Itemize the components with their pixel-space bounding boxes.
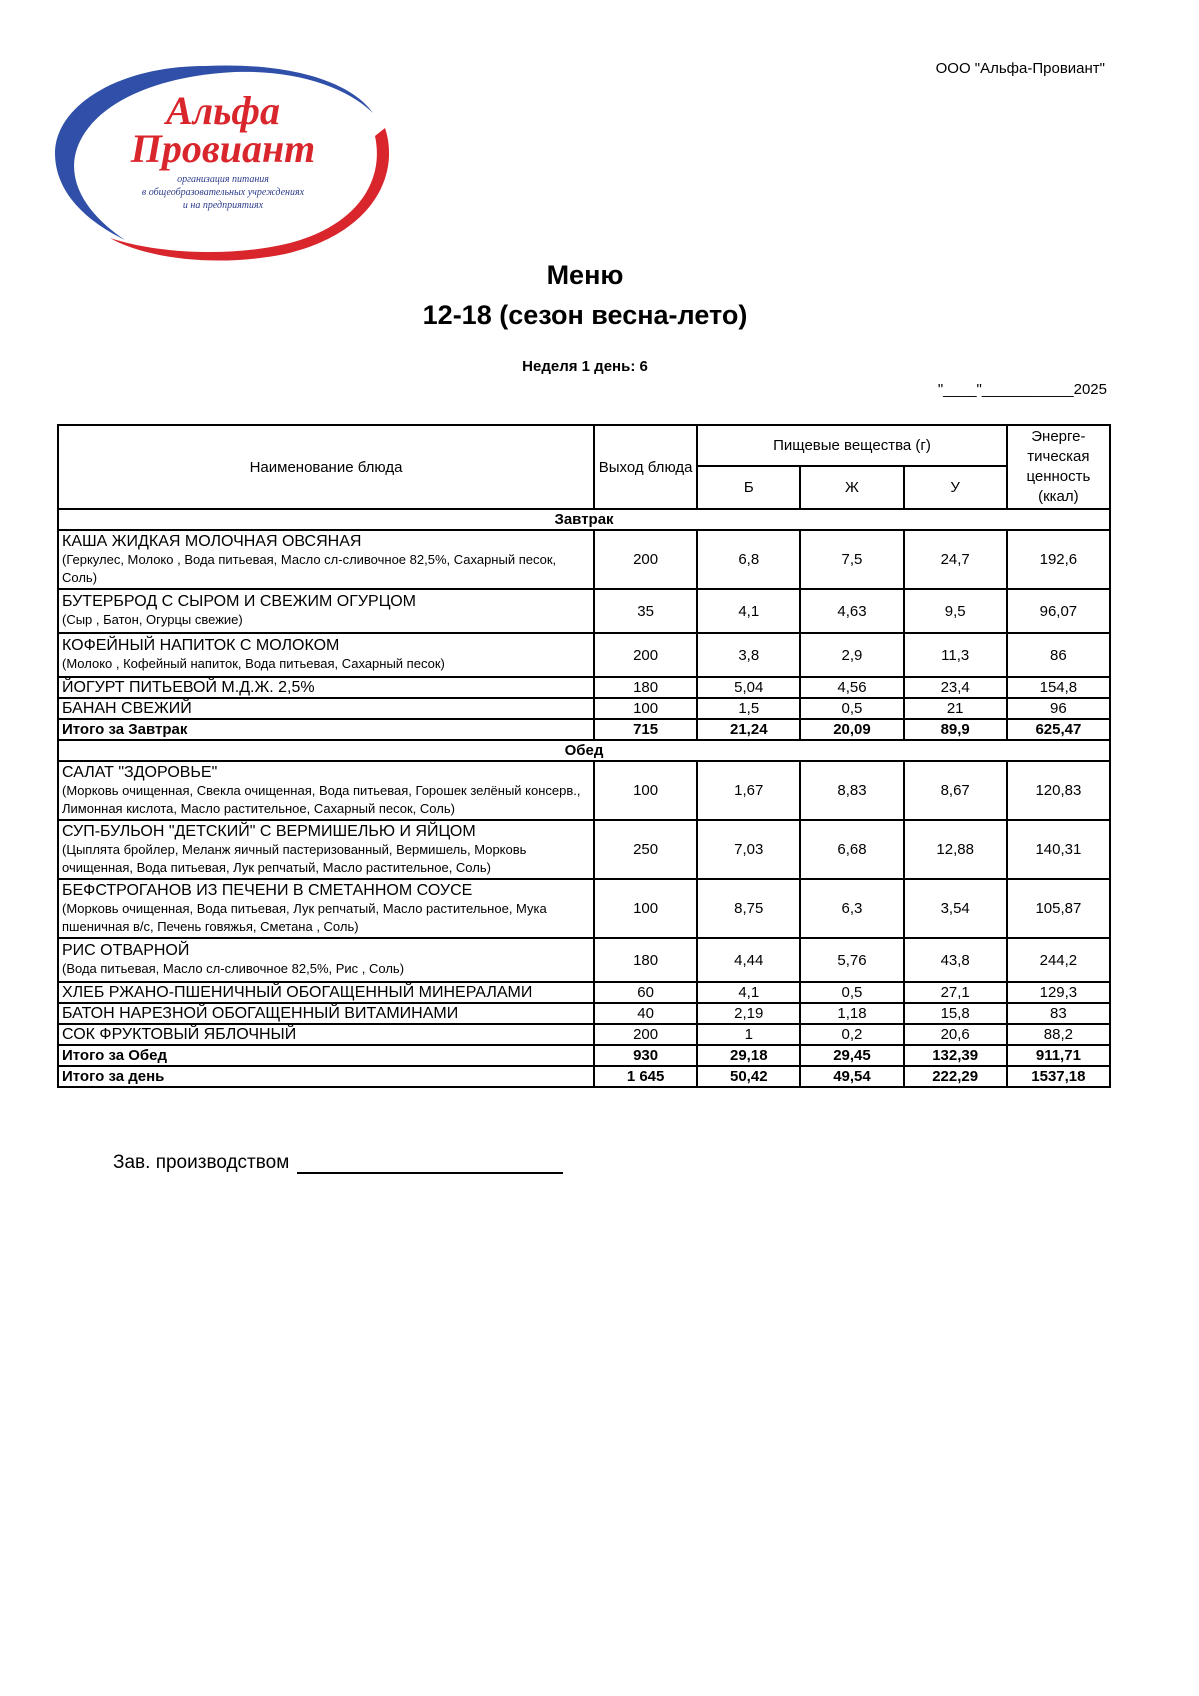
total-kcal: 911,71 (1007, 1045, 1110, 1066)
dish-kcal: 129,3 (1007, 982, 1110, 1003)
dish-name: СОК ФРУКТОВЫЙ ЯБЛОЧНЫЙ (62, 1025, 297, 1043)
total-protein: 29,18 (697, 1045, 800, 1066)
dish-name: БУТЕРБРОД С СЫРОМ И СВЕЖИМ ОГУРЦОМ (62, 593, 416, 610)
total-carbs: 132,39 (904, 1045, 1007, 1066)
dish-fat: 0,5 (800, 982, 903, 1003)
dish-protein: 8,75 (697, 879, 800, 938)
dish-yield: 100 (594, 879, 697, 938)
table-row (58, 530, 1110, 589)
dish-fat: 7,5 (800, 530, 903, 589)
section-breakfast: Завтрак (58, 509, 1110, 530)
dish-fat: 6,3 (800, 879, 903, 938)
dish-kcal: 86 (1007, 633, 1110, 677)
dish-kcal: 83 (1007, 1003, 1110, 1024)
dish-yield: 40 (594, 1003, 697, 1024)
total-protein: 50,42 (697, 1066, 800, 1087)
dish-name: БАТОН НАРЕЗНОЙ ОБОГАЩЕННЫЙ ВИТАМИНАМИ (62, 1004, 459, 1022)
logo-tagline3: и на предприятиях (182, 200, 264, 211)
table-row (58, 589, 1110, 633)
dish-carbs: 9,5 (904, 589, 1007, 633)
dish-protein: 4,1 (697, 982, 800, 1003)
total-yield: 930 (594, 1045, 697, 1066)
logo-line2: Провиант (130, 126, 316, 171)
total-kcal: 625,47 (1007, 719, 1110, 740)
dish-fat: 5,76 (800, 938, 903, 982)
dish-fat: 4,63 (800, 589, 903, 633)
table-row (58, 820, 1110, 879)
dish-protein: 4,1 (697, 589, 800, 633)
dish-kcal: 120,83 (1007, 761, 1110, 820)
company-logo (55, 58, 391, 264)
header-name: Наименование блюда (58, 425, 594, 509)
table-row (58, 633, 1110, 677)
dish-yield: 200 (594, 1024, 697, 1045)
dish-kcal: 192,6 (1007, 530, 1110, 589)
page-title: Меню (546, 260, 624, 290)
dish-fat: 0,2 (800, 1024, 903, 1045)
dish-protein: 1,67 (697, 761, 800, 820)
table-row (58, 698, 1110, 719)
dish-kcal: 88,2 (1007, 1024, 1110, 1045)
dish-yield: 60 (594, 982, 697, 1003)
week-day-label: Неделя 1 день: 6 (522, 358, 648, 375)
dish-fat: 0,5 (800, 698, 903, 719)
dish-protein: 6,8 (697, 530, 800, 589)
dish-kcal: 154,8 (1007, 677, 1110, 698)
section-lunch: Обед (58, 740, 1110, 761)
dish-name: КОФЕЙНЫЙ НАПИТОК С МОЛОКОМ (62, 637, 340, 654)
table-row (58, 982, 1110, 1003)
table-row (58, 938, 1110, 982)
dish-carbs: 43,8 (904, 938, 1007, 982)
dish-fat: 4,56 (800, 677, 903, 698)
dish-yield: 100 (594, 761, 697, 820)
dish-kcal: 105,87 (1007, 879, 1110, 938)
header-fat: Ж (800, 466, 903, 509)
dish-fat: 2,9 (800, 633, 903, 677)
signature-line (297, 1154, 563, 1174)
dish-kcal: 140,31 (1007, 820, 1110, 879)
dish-name: СУП-БУЛЬОН "ДЕТСКИЙ" С ВЕРМИШЕЛЬЮ И ЯЙЦОМ (62, 822, 476, 840)
logo-line1: Альфа (165, 88, 281, 133)
dish-protein: 1 (697, 1024, 800, 1045)
total-yield: 715 (594, 719, 697, 740)
dish-name: БАНАН СВЕЖИЙ (62, 699, 192, 717)
dish-yield: 35 (594, 589, 697, 633)
dish-fat: 1,18 (800, 1003, 903, 1024)
dish-fat: 6,68 (800, 820, 903, 879)
company-name: ООО "Альфа-Провиант" (935, 60, 1105, 77)
dish-protein: 2,19 (697, 1003, 800, 1024)
dish-name: САЛАТ "ЗДОРОВЬЕ" (62, 763, 218, 781)
dish-kcal: 96 (1007, 698, 1110, 719)
dish-carbs: 3,54 (904, 879, 1007, 938)
total-carbs: 89,9 (904, 719, 1007, 740)
total-yield: 1 645 (594, 1066, 697, 1087)
dish-composition: (Сыр , Батон, Огурцы свежие) (62, 612, 243, 627)
signature-label: Зав. производством (113, 1152, 290, 1173)
logo-tagline1: организация питания (177, 174, 269, 185)
dish-name: КАША ЖИДКАЯ МОЛОЧНАЯ ОВСЯНАЯ (62, 532, 362, 550)
dish-name: БЕФСТРОГАНОВ ИЗ ПЕЧЕНИ В СМЕТАННОМ СОУСЕ (62, 881, 473, 899)
dish-yield: 180 (594, 677, 697, 698)
dish-yield: 200 (594, 530, 697, 589)
menu-table (57, 424, 1111, 1088)
header-energy: Энерге-тическая ценность (ккал) (1007, 425, 1110, 509)
total-label: Итого за день (58, 1066, 594, 1087)
total-carbs: 222,29 (904, 1066, 1007, 1087)
dish-composition: (Вода питьевая, Масло сл-сливочное 82,5%, Рис , Соль) (62, 961, 405, 976)
dish-kcal: 244,2 (1007, 938, 1110, 982)
dish-carbs: 21 (904, 698, 1007, 719)
total-fat: 49,54 (800, 1066, 903, 1087)
logo-tagline2: в общеобразовательных учреждениях (141, 187, 305, 198)
dish-name: ЙОГУРТ ПИТЬЕВОЙ М.Д.Ж. 2,5% (62, 678, 315, 696)
dish-kcal: 96,07 (1007, 589, 1110, 633)
dish-protein: 7,03 (697, 820, 800, 879)
header-protein: Б (697, 466, 800, 509)
total-kcal: 1537,18 (1007, 1066, 1110, 1087)
table-row (58, 1024, 1110, 1045)
dish-protein: 4,44 (697, 938, 800, 982)
dish-carbs: 15,8 (904, 1003, 1007, 1024)
dish-composition: (Цыплята бройлер, Меланж яичный пастеризованный, Вермишель, Морковь очищенная, Вода питьевая, Лук репчатый, Масло растительное, Соль) (62, 841, 527, 875)
dish-carbs: 23,4 (904, 677, 1007, 698)
dish-carbs: 24,7 (904, 530, 1007, 589)
dish-carbs: 8,67 (904, 761, 1007, 820)
dish-yield: 250 (594, 820, 697, 879)
dish-carbs: 20,6 (904, 1024, 1007, 1045)
dish-yield: 180 (594, 938, 697, 982)
dish-yield: 200 (594, 633, 697, 677)
dish-yield: 100 (594, 698, 697, 719)
dish-composition: (Молоко , Кофейный напиток, Вода питьевая, Сахарный песок) (62, 656, 445, 671)
table-row (58, 761, 1110, 820)
dish-carbs: 27,1 (904, 982, 1007, 1003)
signature-block (113, 1152, 563, 1174)
total-fat: 20,09 (800, 719, 903, 740)
dish-composition: (Морковь очищенная, Вода питьевая, Лук репчатый, Масло растительное, Мука пшеничная в/с, Печень говяжья, Сметана , Соль) (62, 900, 547, 934)
table-row (58, 1003, 1110, 1024)
header-yield: Выход блюда (594, 425, 697, 509)
dish-protein: 5,04 (697, 677, 800, 698)
header-carbs: У (904, 466, 1007, 509)
date-field: "____"___________2025 (937, 381, 1107, 398)
header-nutrients: Пищевые вещества (г) (697, 425, 1007, 466)
dish-composition: (Геркулес, Молоко , Вода питьевая, Масло сл-сливочное 82,5%, Сахарный песок, Соль) (62, 551, 557, 585)
total-protein: 21,24 (697, 719, 800, 740)
dish-protein: 1,5 (697, 698, 800, 719)
total-label: Итого за Завтрак (58, 719, 594, 740)
dish-carbs: 12,88 (904, 820, 1007, 879)
page-subtitle: 12-18 (сезон весна-лето) (422, 300, 748, 330)
total-label: Итого за Обед (58, 1045, 594, 1066)
breakfast-total-row (58, 719, 1110, 740)
dish-name: ХЛЕБ РЖАНО-ПШЕНИЧНЫЙ ОБОГАЩЕННЫЙ МИНЕРАЛАМИ (62, 983, 533, 1001)
lunch-total-row (58, 1045, 1110, 1066)
day-total-row (58, 1066, 1110, 1087)
dish-fat: 8,83 (800, 761, 903, 820)
dish-carbs: 11,3 (904, 633, 1007, 677)
table-row (58, 879, 1110, 938)
table-row (58, 677, 1110, 698)
dish-composition: (Морковь очищенная, Свекла очищенная, Вода питьевая, Горошек зелёный консерв., Лимонная кислота, Масло растительное, Сахарный песок, Соль) (62, 782, 581, 816)
total-fat: 29,45 (800, 1045, 903, 1066)
dish-name: РИС ОТВАРНОЙ (62, 942, 190, 959)
dish-protein: 3,8 (697, 633, 800, 677)
